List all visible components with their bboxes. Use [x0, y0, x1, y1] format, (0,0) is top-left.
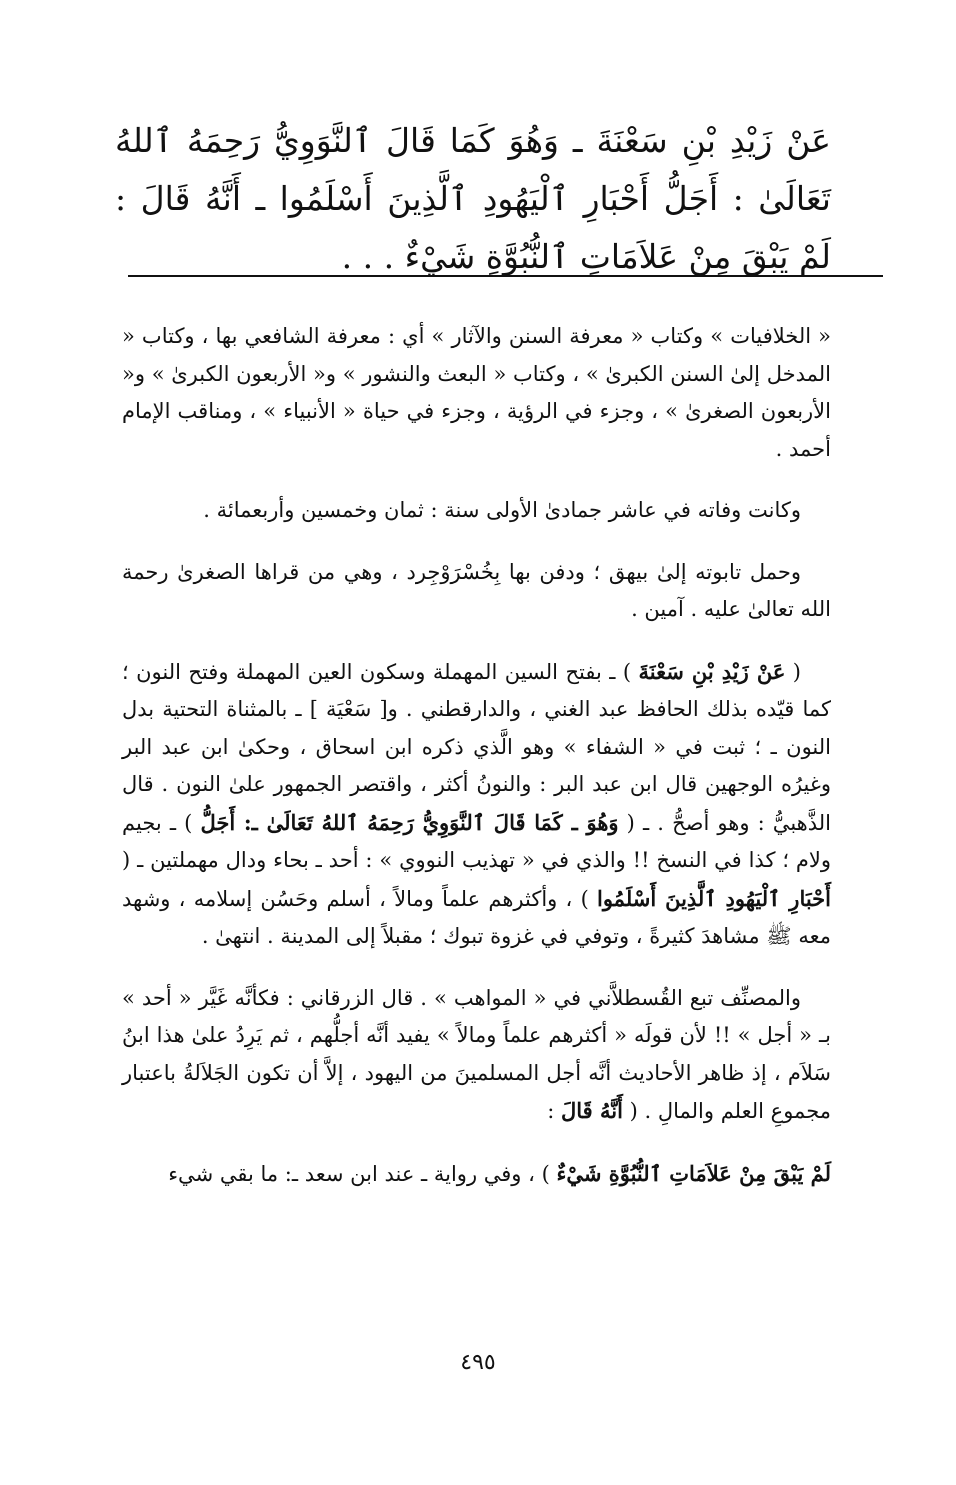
quoted-matn: أَحْبَارِ ٱلْيَهُودِ ٱلَّذِينَ أَسْلَمُوا — [597, 885, 831, 911]
quoted-matn: أَنَّهُ قَالَ — [561, 1098, 623, 1123]
commentary-paragraph-3: وحمل تابوته إلىٰ بيهق ؛ ودفن بها بِخُسْرَوْجِرد ، وهي من قراها الصغرىٰ رحمة الله تعالىٰ عليه . آمين . — [122, 559, 831, 621]
text-run: ) ـ بجيم ولام ؛ كذا في النسخ !! والذي في « تهذيب النووي » : أحد ـ بحاء ودال مهملتين ـ ( — [122, 810, 831, 872]
main-hadith-text — [115, 112, 831, 286]
text-run: ) ـ بفتح السين المهملة وسكون العين المهملة وفتح النون ؛ كما قيّده بذلك الحافظ عبد الغني ، والدارقطني . و[ سَعْيَة ] ـ بالمثناة التحتية بدل النون ـ ؛ ثبت في « الشفاء » وهو الَّذي ذكره ابن اسحاق ، وحكىٰ ابن عبد البر وغيرُه الوجهين قال ابن عبد البر : والنونُ أكثر ، واقتصر الجمهور علىٰ النون . قال الذَّهبيُّ : وهو أصحُّ . ـ ( — [122, 659, 831, 835]
text-run: ) ، وفي رواية ـ عند ابن سعد ـ: ما بقي شيء — [168, 1161, 557, 1186]
commentary-paragraph-2: وكانت وفاته في عاشر جمادىٰ الأولى سنة : ثمان وخمسين وأربعمائة . — [203, 498, 801, 522]
text-run: ( — [785, 659, 801, 684]
text-run: ) ، وأكثرهم علماً ومالاً ، أسلم وحَسُن إسلامه ، وشهد معه ﷺ مشاهدَ كثيرةً ، وتوفي في غزوة تبوك ؛ مقبلاً إلى المدينة . انتهىٰ . — [122, 886, 831, 948]
quoted-matn: وَهُوَ ـ كَمَا قَالَ ٱلنَّوَوِيُّ رَحِمَهُ ٱللهُ تَعَالَىٰ ـ: أَجَلُّ — [200, 809, 619, 835]
text-run: : — [547, 1099, 562, 1123]
quoted-matn: عَنْ زَيْدِ بْنِ سَعْنَةَ — [638, 658, 786, 684]
quoted-matn: لَمْ يَبْقَ مِنْ عَلاَمَاتِ ٱلنُّبُوَّةِ شَيْءٌ — [556, 1160, 831, 1186]
text-run: والمصنِّف تبع القُسطلاَّني في « المواهب » . قال الزرقاني : فكأنَّه غَيَّر « أحد » بـ « أجل » !! لأن قولَه « أكثرهم علماً ومالاً » يفيد أنَّه أجلُّهم ، ثم يَرِدُ علىٰ هذا ابنُ سَلاَم ، إذ ظاهر الأحاديث أنَّه أجل المسلمينَ من اليهود ، إلاَّ أن تكون الجَلاَلةُ باعتبار مجموعِ العلم والمالِ . ( — [122, 985, 831, 1123]
commentary-section — [122, 318, 831, 1217]
commentary-paragraph-4 — [122, 653, 831, 956]
footnote-separator — [128, 275, 883, 277]
main-text-line-1: عَنْ زَيْدِ بْنِ سَعْنَةَ ـ وَهُوَ كَمَا قَالَ ٱلنَّوَوِيُّ رَحِمَهُ ٱللهُ تَعَالَىٰ : أَجَلُّ أَحْبَارِ — [115, 121, 832, 218]
commentary-paragraph-5 — [122, 980, 831, 1131]
main-text-line-2: ٱلْيَهُودِ ٱلَّذِينَ أَسْلَمُوا ـ أَنَّهُ قَالَ : لَمْ يَبْقَ مِنْ عَلاَمَاتِ ٱلنُّبُوَّةِ شَيْءٌ . . . — [115, 179, 831, 276]
commentary-paragraph-1: « الخلافيات » وكتاب « معرفة السنن والآثار » أي : معرفة الشافعي بها ، وكتاب « المدخل إلىٰ السنن الكبرىٰ » ، وكتاب « البعث والنشور » و« الأربعون الكبرىٰ » و« الأربعون الصغرىٰ » ، وجزء في الرؤية ، وجزء في حياة « الأنبياء » ، ومناقب الإمام أحمد . — [122, 324, 831, 461]
commentary-paragraph-6 — [122, 1155, 831, 1194]
page-number: ٤٩٥ — [460, 1350, 496, 1375]
